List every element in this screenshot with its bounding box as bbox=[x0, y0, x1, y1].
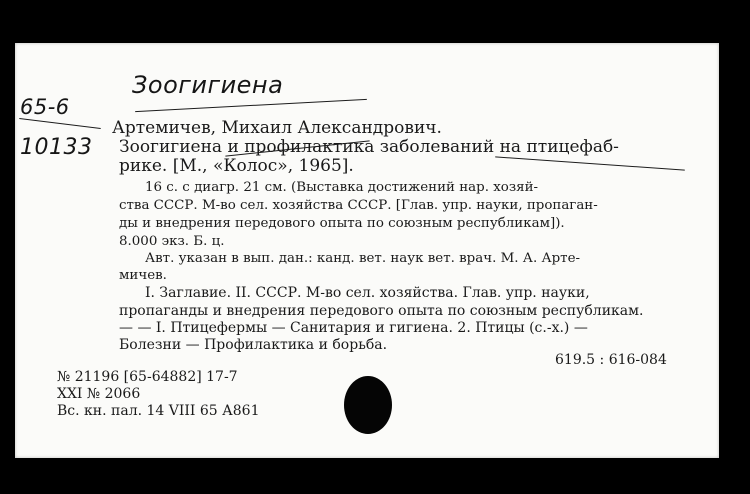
description-line-1: 16 с. с диагр. 21 см. (Выставка достижений нар. хозяй- bbox=[145, 180, 539, 195]
footer-line-3: Вс. кн. пал. 14 VIII 65 А861 bbox=[57, 403, 260, 419]
title-line-2: рике. [М., «Колос», 1965]. bbox=[119, 156, 354, 176]
tracings-line-3: — — I. Птицефермы — Санитария и гигиена. 2. Птицы (с.-х.) — bbox=[119, 320, 588, 336]
title-line-1: Зоогигиена и профилактика заболеваний на птицефаб- bbox=[119, 137, 619, 157]
author-heading: Артемичев, Михаил Александрович. bbox=[112, 118, 442, 138]
handwritten-subject: Зоогигиена bbox=[132, 71, 284, 99]
description-line-2: ства СССР. М-во сел. хозяйства СССР. [Глав. упр. науки, пропаган- bbox=[119, 198, 598, 213]
tracings-line-1: I. Заглавие. II. СССР. М-во сел. хозяйства. Глав. упр. науки, bbox=[145, 285, 590, 301]
note-line-2: мичев. bbox=[119, 268, 167, 283]
footer-line-1: № 21196 [65-64882] 17-7 bbox=[57, 369, 238, 385]
card-punch-hole bbox=[344, 376, 392, 434]
subject-underline bbox=[135, 99, 367, 112]
description-line-3: ды и внедрения передового опыта по союзным республикам]). bbox=[119, 216, 565, 231]
tracings-line-4: Болезни — Профилактика и борьба. bbox=[119, 337, 388, 353]
note-line-1: Авт. указан в вып. дан.: канд. вет. наук вет. врач. М. А. Арте- bbox=[145, 251, 581, 266]
description-line-4: 8.000 экз. Б. ц. bbox=[119, 234, 225, 249]
classification-number: 619.5 : 616-084 bbox=[555, 352, 667, 368]
handwritten-inventory-number: 10133 bbox=[20, 135, 93, 160]
footer-line-2: XXI № 2066 bbox=[57, 386, 141, 402]
class-number-underline bbox=[19, 118, 101, 129]
handwritten-class-number: 65-6 bbox=[20, 95, 70, 119]
tracings-line-2: пропаганды и внедрения передового опыта по союзным республикам. bbox=[119, 303, 644, 319]
title-line-stroke bbox=[495, 156, 685, 170]
